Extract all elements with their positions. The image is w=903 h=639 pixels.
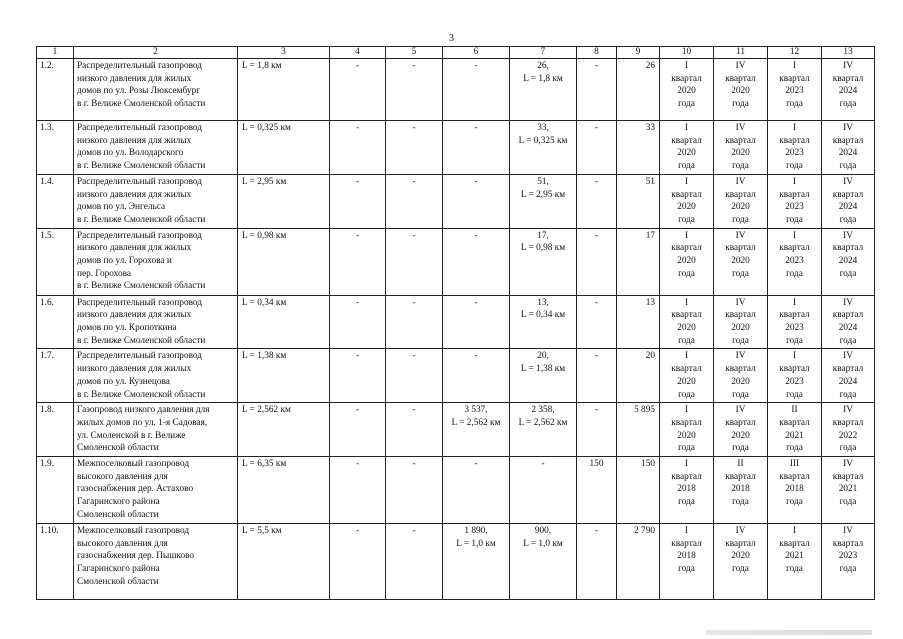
cell-col6: - (443, 349, 510, 403)
cell-period-3: I квартал 2023 года (768, 295, 822, 349)
cell-period-start: I квартал 2020 года (660, 403, 714, 457)
cell-col5: - (386, 295, 443, 349)
column-header: 6 (443, 47, 510, 59)
cell-period-3: I квартал 2023 года (768, 228, 822, 295)
cell-period-end: IV квартал 2024 года (822, 349, 875, 403)
cell-object-name: Распределительный газопровод низкого давления для жилых домов по ул. Энгельса в г. Велиже Смоленской области (74, 174, 238, 228)
cell-col6: - (443, 174, 510, 228)
cell-total: 5 895 (617, 403, 660, 457)
cell-col6: 1 890, L = 1,0 км (443, 524, 510, 600)
cell-col6: - (443, 121, 510, 175)
cell-col4: - (330, 174, 386, 228)
cell-period-2: IV квартал 2020 года (714, 349, 768, 403)
column-header: 8 (577, 47, 617, 59)
cell-col6: - (443, 295, 510, 349)
cell-col7: 26, L = 1,8 км (510, 59, 577, 121)
cell-item-number: 1.5. (37, 228, 74, 295)
table-row (37, 174, 875, 228)
cell-col5: - (386, 403, 443, 457)
column-header: 10 (660, 47, 714, 59)
cell-period-start: I квартал 2018 года (660, 457, 714, 524)
column-number-row (37, 47, 875, 59)
cell-item-number: 1.6. (37, 295, 74, 349)
table-row (37, 59, 875, 121)
cell-object-name: Распределительный газопровод низкого давления для жилых домов по ул. Горохова и пер. Горохова в г. Велиже Смоленской области (74, 228, 238, 295)
cell-total: 26 (617, 59, 660, 121)
cell-col6: - (443, 228, 510, 295)
cell-period-start: I квартал 2020 года (660, 121, 714, 175)
table-row (37, 295, 875, 349)
cell-period-3: I квартал 2023 года (768, 59, 822, 121)
cell-period-start: I квартал 2020 года (660, 174, 714, 228)
cell-period-start: I квартал 2018 года (660, 524, 714, 600)
cell-col8: - (577, 403, 617, 457)
cell-total: 51 (617, 174, 660, 228)
cell-col8: - (577, 174, 617, 228)
cell-length: L = 1,38 км (238, 349, 330, 403)
cell-col7: 51, L = 2,95 км (510, 174, 577, 228)
cell-length: L = 0,325 км (238, 121, 330, 175)
cell-col4: - (330, 524, 386, 600)
cell-col5: - (386, 121, 443, 175)
cell-item-number: 1.9. (37, 457, 74, 524)
cell-object-name: Распределительный газопровод низкого давления для жилых домов по ул. Розы Люксембург в г. Велиже Смоленской области (74, 59, 238, 121)
cell-col8: - (577, 59, 617, 121)
cell-object-name: Распределительный газопровод низкого давления для жилых домов по ул. Кропоткина в г. Велиже Смоленской области (74, 295, 238, 349)
cell-length: L = 0,34 км (238, 295, 330, 349)
cell-length: L = 6,35 км (238, 457, 330, 524)
cell-total: 33 (617, 121, 660, 175)
cell-period-2: IV квартал 2020 года (714, 174, 768, 228)
cell-col4: - (330, 59, 386, 121)
cell-object-name: Распределительный газопровод низкого давления для жилых домов по ул. Володарского в г. Велиже Смоленской области (74, 121, 238, 175)
column-header: 9 (617, 47, 660, 59)
cell-period-3: III квартал 2018 года (768, 457, 822, 524)
cell-period-3: I квартал 2023 года (768, 121, 822, 175)
cell-object-name: Распределительный газопровод низкого давления для жилых домов по ул. Кузнецова в г. Велиже Смоленской области (74, 349, 238, 403)
cell-period-end: IV квартал 2024 года (822, 59, 875, 121)
cell-length: L = 0,98 км (238, 228, 330, 295)
cell-col8: 150 (577, 457, 617, 524)
cell-object-name: Межпоселковый газопровод высокого давления для газоснабжения дер. Пышково Гагаринского района Смоленской области (74, 524, 238, 600)
table-row (37, 349, 875, 403)
cell-col4: - (330, 457, 386, 524)
table-row (37, 403, 875, 457)
column-header: 7 (510, 47, 577, 59)
cell-col8: - (577, 524, 617, 600)
cell-period-end: IV квартал 2022 года (822, 403, 875, 457)
cell-period-3: II квартал 2021 года (768, 403, 822, 457)
column-header: 2 (74, 47, 238, 59)
cell-period-2: IV квартал 2020 года (714, 59, 768, 121)
cell-length: L = 1,8 км (238, 59, 330, 121)
cell-period-end: IV квартал 2023 года (822, 524, 875, 600)
cell-object-name: Газопровод низкого давления для жилых домов по ул. 1-я Садовая, ул. Смоленской в г. Велиже Смоленской области (74, 403, 238, 457)
cell-col7: 13, L = 0,34 км (510, 295, 577, 349)
cell-col5: - (386, 457, 443, 524)
cell-total: 2 790 (617, 524, 660, 600)
cell-period-2: IV квартал 2020 года (714, 121, 768, 175)
cell-period-end: IV квартал 2024 года (822, 121, 875, 175)
cell-total: 13 (617, 295, 660, 349)
table-row (37, 457, 875, 524)
cell-col4: - (330, 295, 386, 349)
cell-item-number: 1.10. (37, 524, 74, 600)
cell-col5: - (386, 349, 443, 403)
cell-item-number: 1.7. (37, 349, 74, 403)
cell-col7: 33, L = 0,325 км (510, 121, 577, 175)
cell-period-end: IV квартал 2021 года (822, 457, 875, 524)
cell-period-2: IV квартал 2020 года (714, 403, 768, 457)
cell-col8: - (577, 228, 617, 295)
cell-period-start: I квартал 2020 года (660, 295, 714, 349)
bottom-scan-artifact (706, 630, 872, 635)
column-header: 11 (714, 47, 768, 59)
page-number: 3 (449, 33, 454, 44)
cell-length: L = 5,5 км (238, 524, 330, 600)
cell-col6: 3 537, L = 2,562 км (443, 403, 510, 457)
cell-col8: - (577, 349, 617, 403)
cell-period-2: IV квартал 2020 года (714, 295, 768, 349)
cell-item-number: 1.3. (37, 121, 74, 175)
cell-col8: - (577, 295, 617, 349)
cell-period-3: I квартал 2023 года (768, 174, 822, 228)
cell-total: 20 (617, 349, 660, 403)
cell-period-2: II квартал 2018 года (714, 457, 768, 524)
cell-col7: 900, L = 1,0 км (510, 524, 577, 600)
table-row (37, 524, 875, 600)
column-header: 3 (238, 47, 330, 59)
cell-item-number: 1.8. (37, 403, 74, 457)
cell-col7: 17, L = 0,98 км (510, 228, 577, 295)
cell-length: L = 2,562 км (238, 403, 330, 457)
cell-length: L = 2,95 км (238, 174, 330, 228)
table-row (37, 121, 875, 175)
gas-pipeline-table (36, 46, 875, 600)
cell-object-name: Межпоселковый газопровод высокого давления для газоснабжения дер. Астахово Гагаринского района Смоленской области (74, 457, 238, 524)
cell-col4: - (330, 349, 386, 403)
cell-period-start: I квартал 2020 года (660, 228, 714, 295)
cell-col5: - (386, 524, 443, 600)
cell-period-3: I квартал 2021 года (768, 524, 822, 600)
cell-item-number: 1.2. (37, 59, 74, 121)
cell-col6: - (443, 457, 510, 524)
cell-col5: - (386, 174, 443, 228)
column-header: 13 (822, 47, 875, 59)
cell-col5: - (386, 228, 443, 295)
cell-period-end: IV квартал 2024 года (822, 295, 875, 349)
column-header: 4 (330, 47, 386, 59)
cell-total: 150 (617, 457, 660, 524)
column-header: 12 (768, 47, 822, 59)
cell-col8: - (577, 121, 617, 175)
cell-col6: - (443, 59, 510, 121)
cell-period-3: I квартал 2023 года (768, 349, 822, 403)
cell-period-end: IV квартал 2024 года (822, 174, 875, 228)
cell-col7: - (510, 457, 577, 524)
cell-period-2: IV квартал 2020 года (714, 524, 768, 600)
cell-item-number: 1.4. (37, 174, 74, 228)
cell-col4: - (330, 121, 386, 175)
cell-col7: 20, L = 1,38 км (510, 349, 577, 403)
column-header: 5 (386, 47, 443, 59)
cell-total: 17 (617, 228, 660, 295)
cell-col5: - (386, 59, 443, 121)
cell-period-start: I квартал 2020 года (660, 349, 714, 403)
cell-period-end: IV квартал 2024 года (822, 228, 875, 295)
table-row (37, 228, 875, 295)
cell-col4: - (330, 228, 386, 295)
cell-period-2: IV квартал 2020 года (714, 228, 768, 295)
cell-period-start: I квартал 2020 года (660, 59, 714, 121)
cell-col4: - (330, 403, 386, 457)
cell-col7: 2 358, L = 2,562 км (510, 403, 577, 457)
column-header: 1 (37, 47, 74, 59)
